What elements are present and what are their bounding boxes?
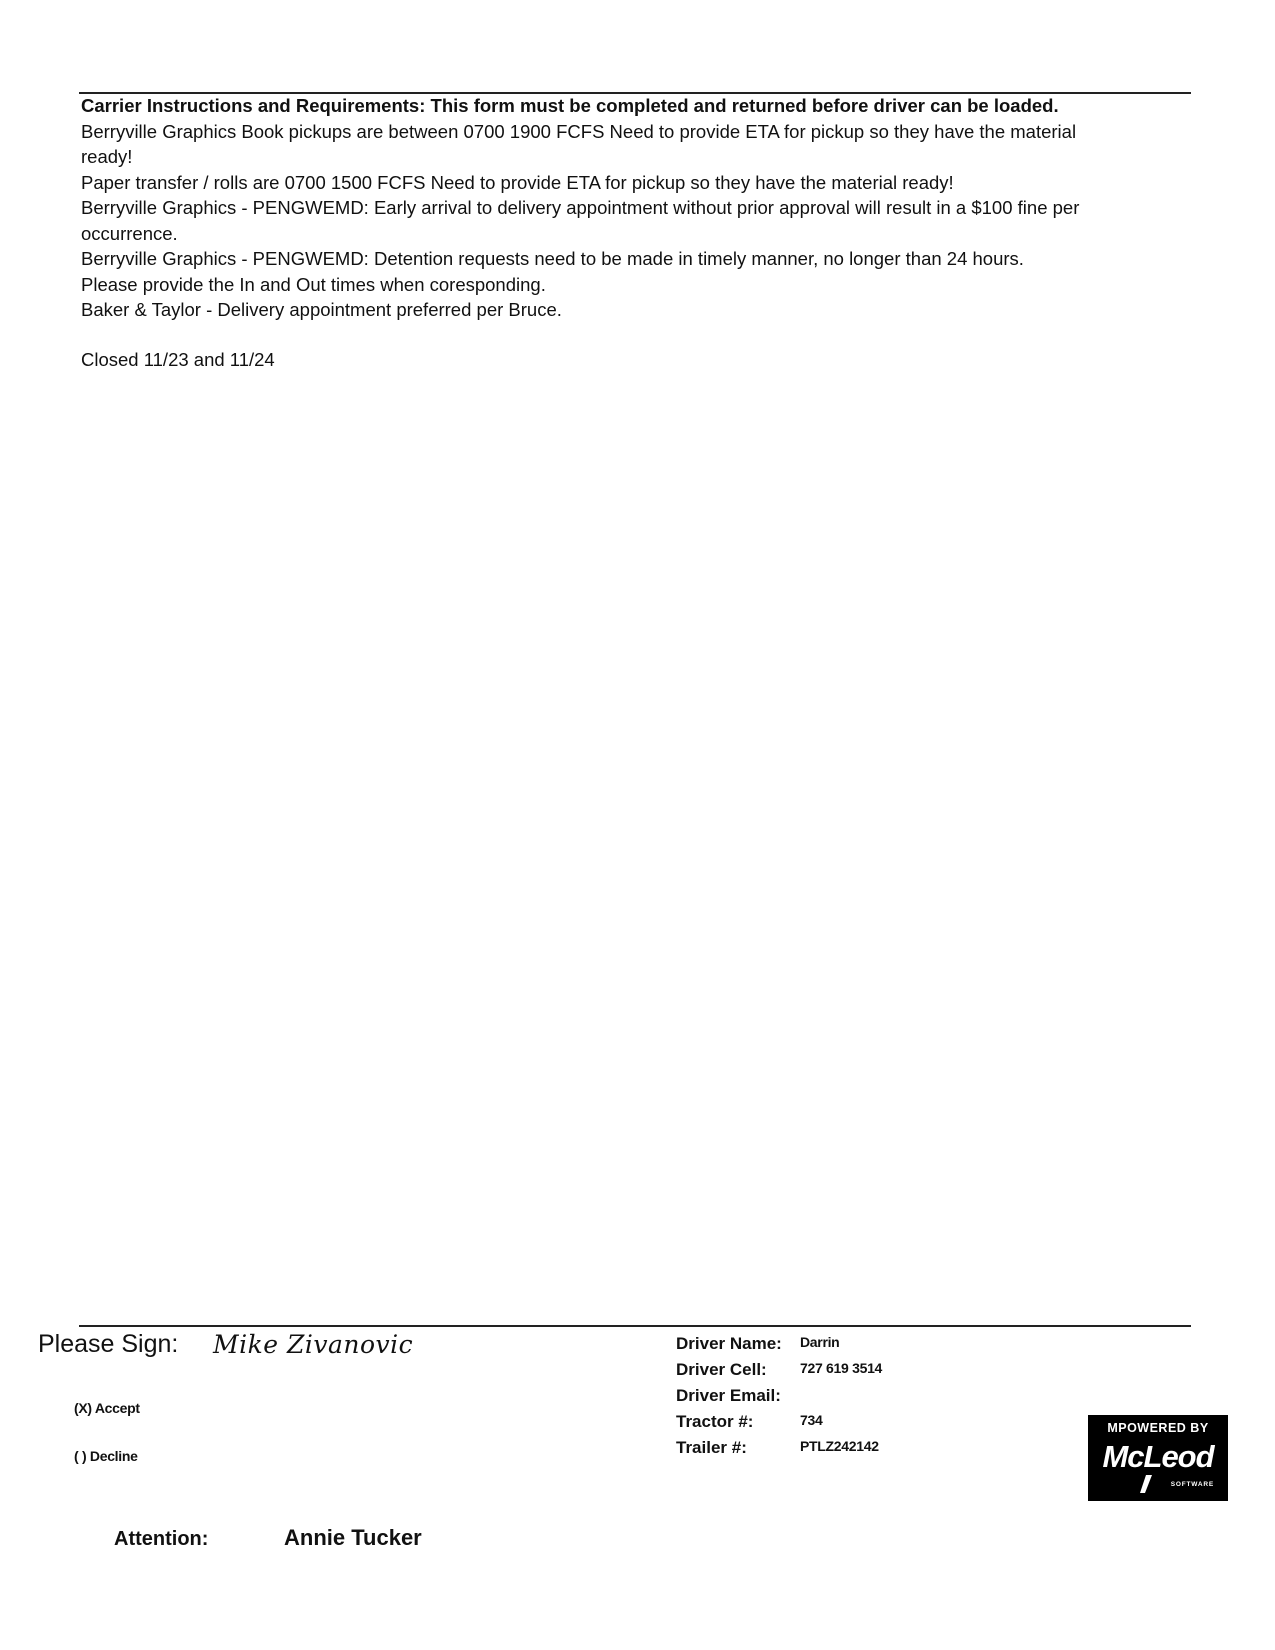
tractor-label: Tractor #:: [676, 1412, 754, 1431]
tractor-value: 734: [800, 1412, 823, 1428]
instruction-line: Berryville Graphics Book pickups are between 0700 1900 FCFS Need to provide ETA for pickup so they have the material ready!: [81, 120, 1077, 167]
trailer-value: PTLZ242142: [800, 1438, 879, 1454]
logo-slash-icon: [1140, 1475, 1152, 1493]
instruction-line: Please provide the In and Out times when coresponding.: [81, 273, 546, 295]
mcleod-logo: [1088, 1415, 1228, 1501]
attention-label: Attention:: [114, 1528, 209, 1550]
instruction-line: Baker & Taylor - Delivery appointment preferred per Bruce.: [81, 299, 562, 320]
bottom-divider: [79, 1325, 1191, 1327]
closed-dates-note: Closed 11/23 and 11/24: [81, 348, 275, 370]
driver-name-value: Darrin: [800, 1334, 840, 1350]
instructions-heading: Carrier Instructions and Requirements: This form must be completed and returned before driver can be loaded.: [81, 95, 1059, 116]
logo-subtext: SOFTWARE: [1170, 1481, 1214, 1488]
carrier-instructions: [81, 93, 1181, 372]
please-sign-label: Please Sign:: [38, 1330, 179, 1358]
trailer-label: Trailer #:: [676, 1438, 747, 1457]
driver-cell-label: Driver Cell:: [676, 1360, 767, 1379]
logo-tagline: MPOWERED BY: [1107, 1421, 1209, 1435]
driver-name-label: Driver Name:: [676, 1334, 782, 1353]
instruction-line: Berryville Graphics - PENGWEMD: Early arrival to delivery appointment without prior approval will result in a $100 fine per occurrence.: [81, 197, 1080, 244]
attention-value: Annie Tucker: [284, 1525, 422, 1550]
decline-option[interactable]: ( ) Decline: [74, 1448, 138, 1464]
accept-option[interactable]: (X) Accept: [74, 1400, 140, 1416]
driver-cell-value: 727 619 3514: [800, 1360, 883, 1376]
instruction-line: Berryville Graphics - PENGWEMD: Detention requests need to be made in timely manner, no longer than 24 hours.: [81, 248, 1024, 269]
signature-field[interactable]: Mike Zivanovic: [213, 1330, 414, 1359]
logo-brand: McLeod: [1102, 1439, 1214, 1474]
instruction-line: Paper transfer / rolls are 0700 1500 FCFS Need to provide ETA for pickup so they have the material ready!: [81, 171, 954, 193]
driver-email-label: Driver Email:: [676, 1386, 781, 1405]
